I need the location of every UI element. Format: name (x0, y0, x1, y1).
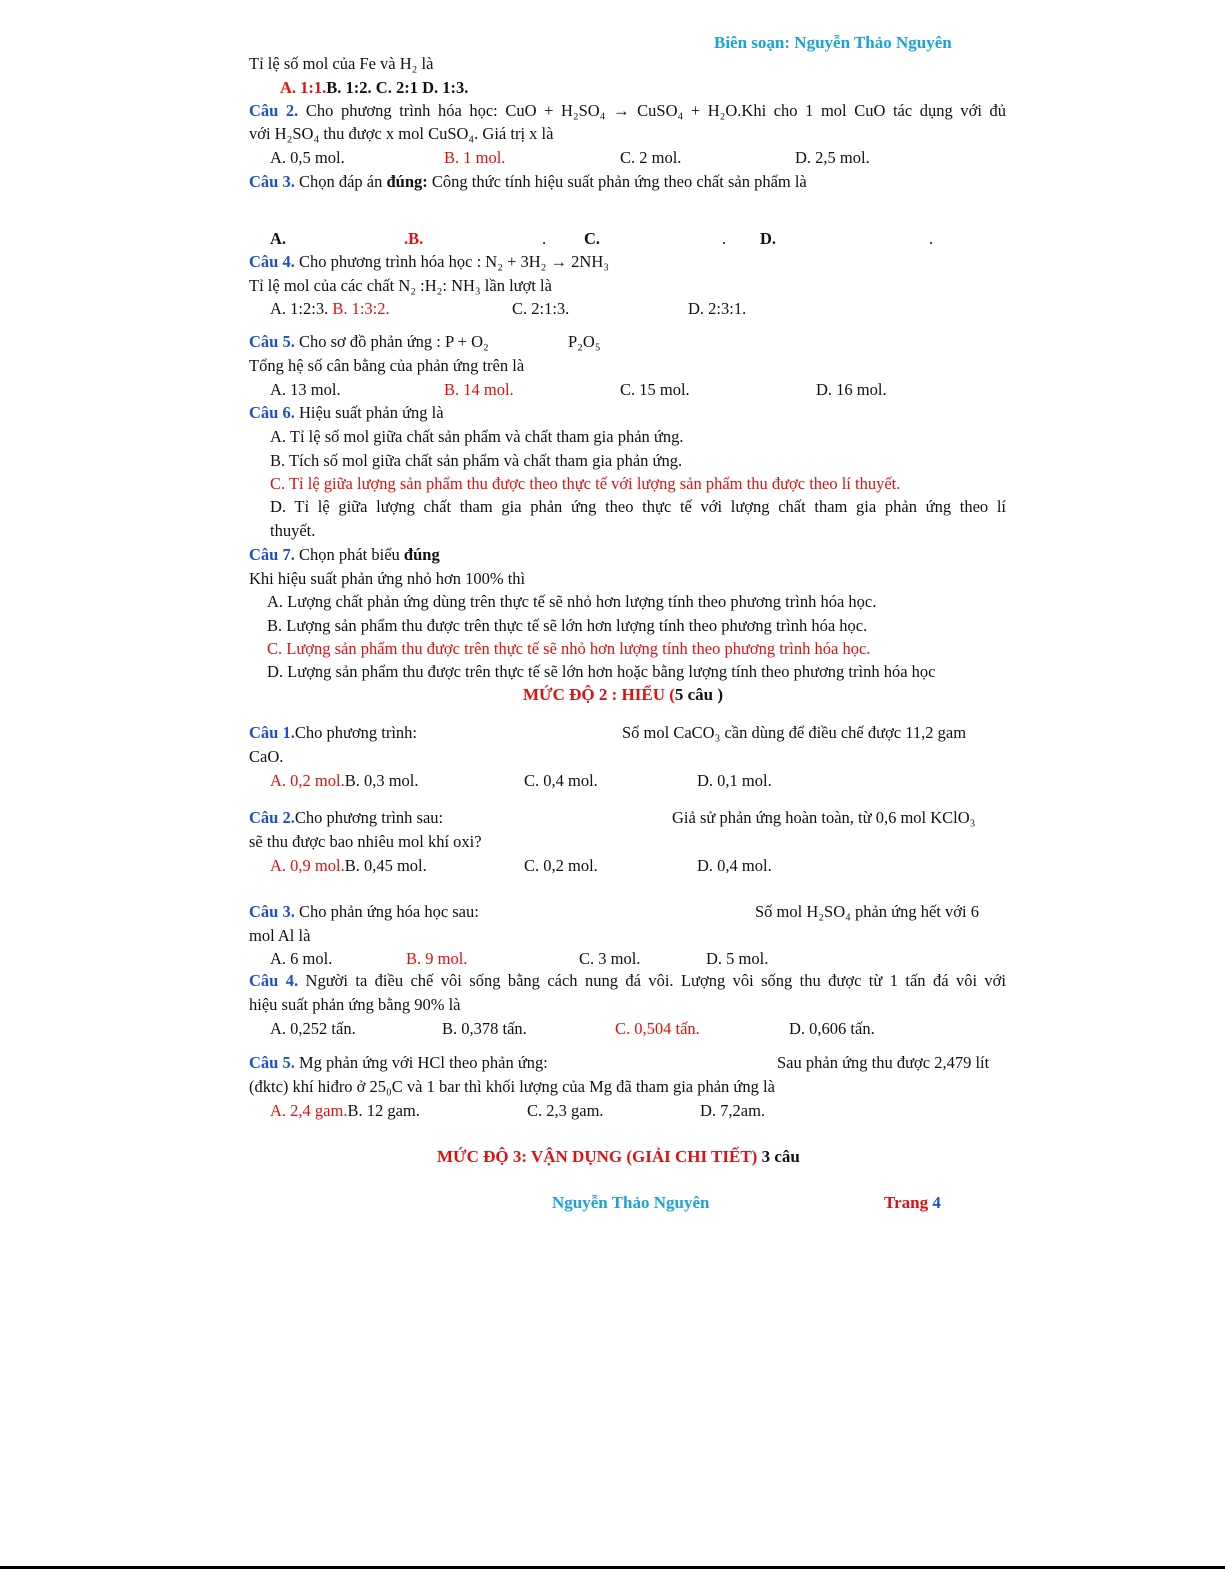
option-a: A. 0,9 mol. (270, 856, 345, 875)
question-text: Cho phản ứng hóa học sau: (298, 902, 479, 921)
option-b: B. 12 gam. (347, 1101, 420, 1120)
heading-black: 3 câu (757, 1147, 800, 1166)
l2-q1-option-d: D. 0,1 mol. (697, 771, 772, 790)
footer-author: Nguyễn Thảo Nguyên (552, 1193, 710, 1212)
l2-q4-option-b: B. 0,378 tấn. (442, 1019, 527, 1038)
question-number: Câu 6. (249, 403, 295, 422)
option-b: B. 0,45 mol. (344, 856, 427, 875)
question-text: Hiệu suất phản ứng là (298, 403, 444, 422)
question-text: Cho phương trình: (294, 723, 418, 742)
top-option-b: B. 1:2. (326, 78, 376, 97)
l1-q7-option-d: D. Lượng sản phẩm thu được trên thực tế sẽ lớn hơn hoặc bằng lượng tính theo phương trình hóa học (267, 662, 936, 681)
l1-q6-option-a: A. Tỉ lệ số mol giữa chất sản phẩm và chất tham gia phản ứng. (270, 427, 684, 446)
l1-q6-option-b: B. Tích số mol giữa chất sản phẩm và chất tham gia phản ứng. (270, 451, 683, 470)
heading-red: MỨC ĐỘ 3: VẬN DỤNG (GIẢI CHI TIẾT) (437, 1147, 758, 1166)
l1-q2-line1 (249, 101, 1006, 121)
question-number: Câu 1. (249, 723, 295, 742)
l2-q5-line1 (249, 1053, 548, 1073)
option-b: B. 0,3 mol. (344, 771, 419, 790)
l1-q5-option-b: B. 14 mol. (444, 380, 514, 399)
top-option-a: A. 1:1. (280, 78, 327, 97)
l2-q1-line2: CaO. (249, 747, 284, 766)
l2-q1-option-c: C. 0,4 mol. (524, 771, 598, 790)
l2-q2-option-d: D. 0,4 mol. (697, 856, 772, 875)
l1-q3-dot-d: . (929, 229, 934, 248)
l2-q3-option-c: C. 3 mol. (579, 949, 641, 968)
header-author: Biên soạn: Nguyễn Thảo Nguyên (714, 33, 952, 52)
l1-q3-option-c: C. (584, 229, 601, 248)
l1-q2-line2: với H₂SO₄ thu được x mol CuSO₄. Giá trị x là (249, 124, 554, 143)
question-number: Câu 4. (249, 252, 295, 271)
heading-red: MỨC ĐỘ 2 : HIỂU ( (523, 685, 675, 704)
l2-q3-line2: mol Al là (249, 926, 311, 945)
question-number: Câu 5. (249, 1053, 295, 1072)
question-number: Câu 3. (249, 902, 295, 921)
question-text: Chọn phát biểu (298, 545, 404, 564)
l2-q5-line2: (đktc) khí hiđro ở 25₀C và 1 bar thì khối lượng của Mg đã tham gia phản ứng là (249, 1077, 775, 1096)
l1-q5-line2: Tổng hệ số cân bằng của phản ứng trên là (249, 356, 525, 375)
l2-q4-line1 (249, 971, 1006, 991)
l1-q3-dot-c: . (722, 229, 727, 248)
l1-q7-option-c: C. Lượng sản phẩm thu được trên thực tế sẽ nhỏ hơn lượng tính theo phương trình hóa học. (267, 639, 871, 658)
top-options (280, 78, 468, 98)
l1-q2-option-c: C. 2 mol. (620, 148, 682, 167)
question-number: Câu 3. (249, 172, 295, 191)
l2-q2-text-right: Giả sử phản ứng hoàn toàn, từ 0,6 mol KClO₃ (672, 808, 976, 827)
l2-q5-option-c: C. 2,3 gam. (527, 1101, 604, 1120)
l2-q3-option-b: B. 9 mol. (406, 949, 468, 968)
l1-q3-line (249, 172, 807, 192)
l1-q4-line2: Tỉ lệ mol của các chất N₂ :H₂: NH₃ lần lượt là (249, 276, 552, 295)
question-number: Câu 2. (249, 101, 299, 120)
heading-black: 5 câu ) (674, 685, 724, 704)
l1-q7-option-b: B. Lượng sản phẩm thu được trên thực tế sẽ lớn hơn lượng tính theo phương trình hóa học. (267, 616, 868, 635)
question-text: Cho phương trình hóa học : N₂ + 3H₂ → 2NH₃ (298, 252, 610, 271)
l1-q2-option-d: D. 2,5 mol. (795, 148, 870, 167)
question-text: Chọn đáp án (298, 172, 387, 191)
question-number: Câu 5. (249, 332, 295, 351)
l1-q4-option-d: D. 2:3:1. (688, 299, 747, 318)
l1-q5-option-c: C. 15 mol. (620, 380, 690, 399)
l2-q5-text-right: Sau phản ứng thu được 2,479 lít (777, 1053, 990, 1072)
question-text: Cho phương trình sau: (294, 808, 444, 827)
l1-q6-option-c: C. Tỉ lệ giữa lượng sản phẩm thu được theo thực tế với lượng sản phẩm thu được theo lí thuyết. (270, 474, 901, 493)
l1-q4-line1 (249, 252, 609, 272)
question-emphasis: đúng (403, 545, 440, 564)
l2-q3-option-d: D. 5 mol. (706, 949, 769, 968)
option-a: A. 1:2:3. (270, 299, 333, 318)
top-option-d: D. 1:3. (422, 78, 469, 97)
l2-q4-option-d: D. 0,606 tấn. (789, 1019, 875, 1038)
l2-q2-line2: sẽ thu được bao nhiêu mol khí oxi? (249, 832, 482, 851)
question-number: Câu 4. (249, 971, 299, 990)
l1-q7-option-a: A. Lượng chất phản ứng dùng trên thực tế sẽ nhỏ hơn lượng tính theo phương trình hóa học. (267, 592, 877, 611)
l1-q2-option-a: A. 0,5 mol. (270, 148, 345, 167)
question-text: Mg phản ứng với HCl theo phản ứng: (298, 1053, 548, 1072)
question-number: Câu 7. (249, 545, 295, 564)
question-text-tail: Công thức tính hiệu suất phản ứng theo chất sản phẩm là (427, 172, 807, 191)
l1-q5-option-a: A. 13 mol. (270, 380, 341, 399)
l1-q3-dot-b: . (542, 229, 547, 248)
option-b: B. 1:3:2. (332, 299, 390, 318)
question-text: Cho sơ đồ phản ứng : P + O₂ (294, 332, 489, 351)
top-question-line: Tỉ lệ số mol của Fe và H₂ là (249, 54, 434, 73)
l2-q2-option-c: C. 0,2 mol. (524, 856, 598, 875)
l1-q6-option-d-line1: D. Tỉ lệ giữa lượng chất tham gia phản ứng theo thực tế với lượng chất tham gia phản ứng theo lí (270, 497, 1006, 516)
question-text: Người ta điều chế vôi sống bằng cách nung đá vôi. Lượng vôi sống thu được từ 1 tấn đá vôi với (305, 971, 1006, 990)
l2-q3-line1 (249, 902, 479, 922)
l2-q1-line1 (249, 723, 417, 743)
l2-q4-option-a: A. 0,252 tấn. (270, 1019, 356, 1038)
l2-q4-option-c: C. 0,504 tấn. (615, 1019, 700, 1038)
bottom-rule (0, 1566, 1225, 1569)
l2-q5-options-ab (270, 1101, 420, 1121)
level2-heading (523, 685, 723, 705)
l1-q5-line1 (249, 332, 489, 352)
l1-q7-line2: Khi hiệu suất phản ứng nhỏ hơn 100% thì (249, 569, 526, 588)
l1-q3-option-a: A. (270, 229, 287, 248)
l2-q2-options-ab (270, 856, 427, 876)
level3-heading (437, 1147, 800, 1167)
l1-q4-option-c: C. 2:1:3. (512, 299, 570, 318)
l2-q3-option-a: A. 6 mol. (270, 949, 333, 968)
l1-q5-option-d: D. 16 mol. (816, 380, 887, 399)
l1-q2-option-b: B. 1 mol. (444, 148, 506, 167)
l2-q3-text-right: Số mol H₂SO₄ phản ứng hết với 6 (755, 902, 979, 921)
footer-page (884, 1193, 941, 1213)
l1-q6-option-d-line2: thuyết. (270, 521, 316, 540)
l2-q1-text-right: Số mol CaCO₃ cần dùng để điều chế được 11,2 gam (622, 723, 967, 742)
l1-q5-product: P₂O₅ (568, 332, 601, 351)
l2-q2-line1 (249, 808, 443, 828)
top-option-c: C. 2:1 (375, 78, 423, 97)
l1-q7-line1 (249, 545, 440, 565)
l2-q5-option-d: D. 7,2am. (700, 1101, 766, 1120)
l2-q1-options-ab (270, 771, 419, 791)
question-number: Câu 2. (249, 808, 295, 827)
l2-q4-line2: hiệu suất phản ứng bằng 90% là (249, 995, 461, 1014)
page-number: 4 (932, 1193, 941, 1212)
l1-q3-option-b: .B. (404, 229, 424, 248)
question-emphasis: đúng: (386, 172, 428, 191)
page-label: Trang (884, 1193, 933, 1212)
l1-q6-line (249, 403, 444, 423)
question-text: Cho phương trình hóa học: CuO + H₂SO₄ → CuSO₄ + H₂O.Khi cho 1 mol CuO tác dụng với đủ (305, 101, 1006, 120)
l1-q4-options-ab (270, 299, 390, 319)
l1-q3-option-d: D. (760, 229, 777, 248)
option-a: A. 2,4 gam. (270, 1101, 348, 1120)
option-a: A. 0,2 mol. (270, 771, 345, 790)
